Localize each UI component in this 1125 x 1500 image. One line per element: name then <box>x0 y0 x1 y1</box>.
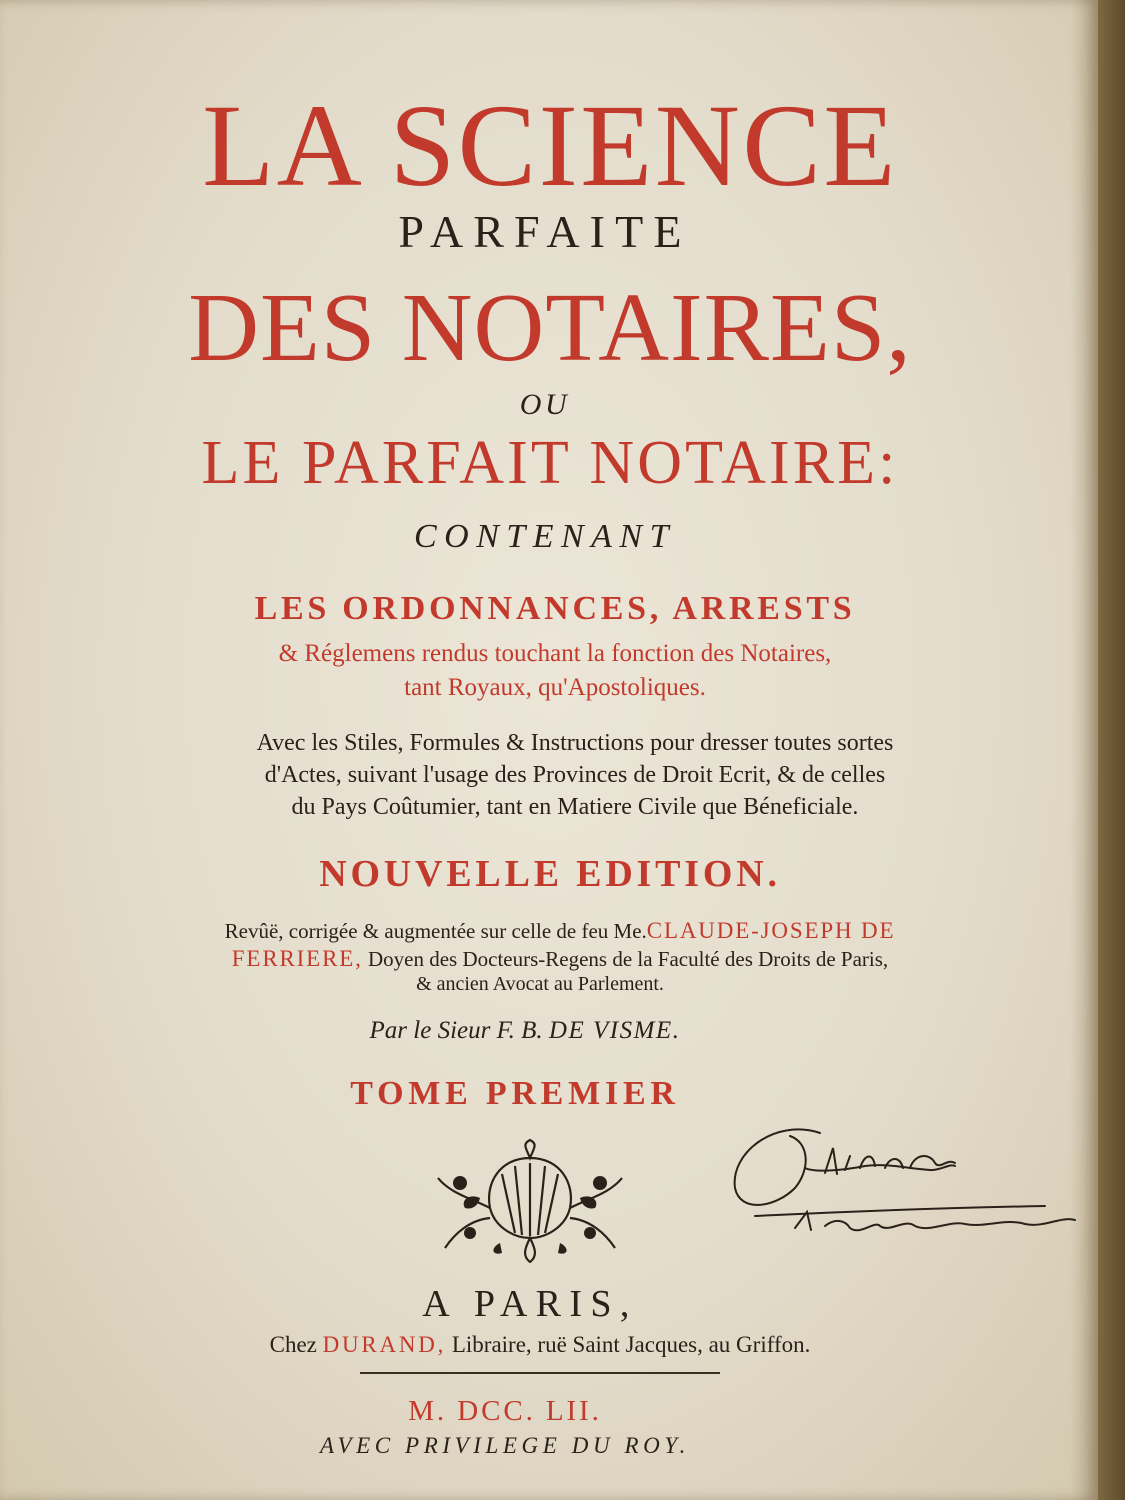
paragraph-line-2: d'Actes, suivant l'usage des Provinces de Droit Ecrit, & de celles <box>264 762 886 788</box>
title-line-1: LA SCIENCE <box>202 80 898 211</box>
doyen-text: Doyen des Docteurs-Regens de la Faculté des Droits de Paris, <box>362 947 889 971</box>
author-name: DE VISME. <box>548 1017 681 1044</box>
publisher-chez: Chez <box>269 1332 323 1357</box>
royaux-line: tant Royaux, qu'Apostoliques. <box>404 674 706 701</box>
shell-vignette-icon <box>430 1138 630 1263</box>
city-line: A PARIS, <box>422 1283 638 1325</box>
reglemens-line: & Réglemens rendus touchant la fonction des Notaires, <box>278 640 832 667</box>
revision-line-3: & ancien Avocat au Parlement. <box>416 973 664 995</box>
title-line-2: PARFAITE <box>398 206 692 257</box>
privilege-line: AVEC PRIVILEGE DU ROY. <box>319 1433 691 1458</box>
year-line: M. DCC. LII. <box>408 1395 602 1427</box>
paragraph-line-1: Avec les Stiles, Formules & Instructions pour dresser toutes sortes <box>256 730 894 756</box>
handwritten-signature <box>715 1108 1085 1258</box>
revision-line-1 <box>40 918 1080 944</box>
revision-text: Revûë, corrigée & augmentée sur celle de feu Me. <box>224 919 647 943</box>
title-ou: OU <box>519 388 571 421</box>
author-line <box>5 1017 1045 1045</box>
author-prefix: Par le Sieur F. B. <box>369 1017 549 1044</box>
paragraph-line-3: du Pays Coûtumier, tant en Matiere Civile que Béneficiale. <box>291 794 859 820</box>
title-line-3: DES NOTAIRES, <box>188 274 912 382</box>
subtitle: LE PARFAIT NOTAIRE: <box>201 429 899 497</box>
ferriere-name-b: FERRIERE, <box>231 946 363 971</box>
divider-rule <box>360 1372 720 1374</box>
tome-heading: TOME PREMIER <box>350 1075 680 1112</box>
contenant: CONTENANT <box>414 518 676 555</box>
edition-heading: NOUVELLE EDITION. <box>319 853 781 895</box>
ordonnances-line: LES ORDONNANCES, ARRESTS <box>254 590 856 627</box>
publisher-address: Libraire, ruë Saint Jacques, au Griffon. <box>446 1332 811 1357</box>
publisher-name: DURAND, <box>322 1332 447 1357</box>
publisher-line <box>20 1332 1060 1358</box>
ferriere-name-a: CLAUDE-JOSEPH DE <box>646 918 896 943</box>
revision-line-2 <box>40 946 1080 972</box>
